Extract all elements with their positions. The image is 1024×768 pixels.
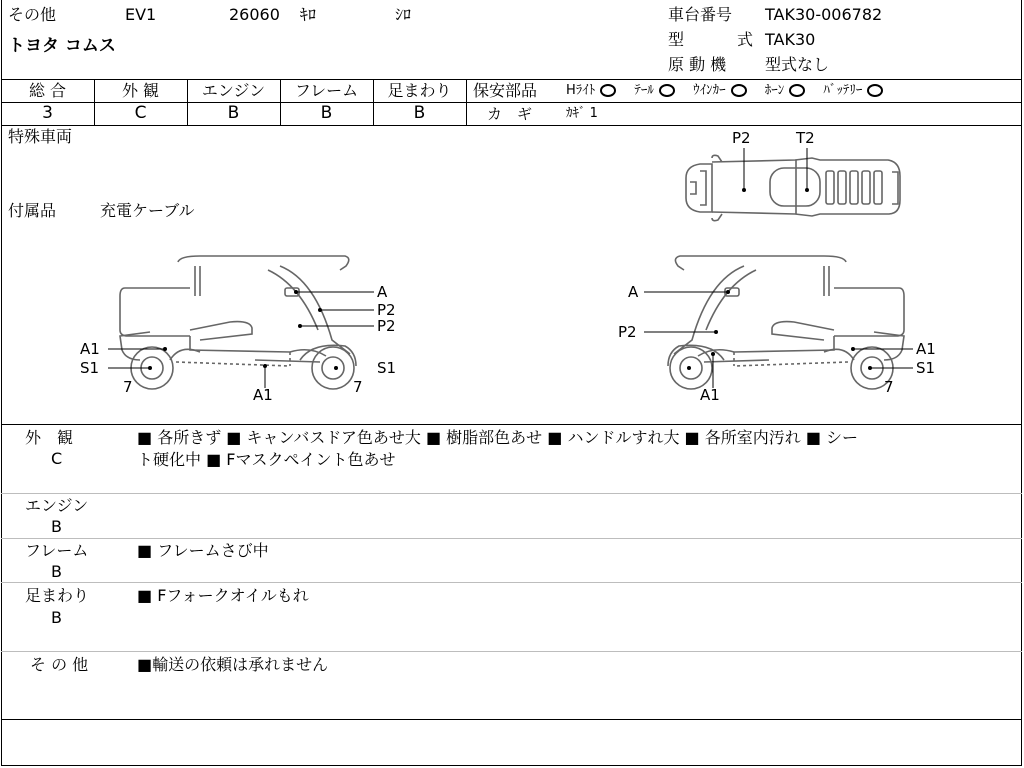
remarks-exterior-label: 外 観 — [25, 428, 74, 447]
category: その他 — [8, 5, 57, 24]
suspension-label: 足まわり — [387, 81, 452, 100]
remarks-top-border — [1, 424, 1022, 425]
label-t2-top: T2 — [796, 129, 815, 147]
overall-grade: 3 — [42, 103, 53, 123]
remarks-divider — [1, 651, 1022, 652]
label-p2-top: P2 — [732, 129, 751, 147]
model-code: EV1 — [125, 5, 157, 24]
label-a1-left: A1 — [80, 340, 100, 358]
mileage: 26060 — [229, 5, 280, 24]
remarks-frame-note: ■ フレームさび中 — [137, 541, 269, 560]
remarks-engine-grade: B — [51, 517, 62, 536]
overall-label: 総 合 — [28, 81, 67, 100]
chassis-number: TAK30-006782 — [765, 5, 883, 24]
label-s1-left: S1 — [80, 359, 100, 377]
safety-item-winker: ｳｲﾝｶｰ — [693, 83, 726, 98]
label-a-right: A — [628, 283, 639, 301]
remarks-divider — [1, 582, 1022, 583]
remarks-engine-label: エンジン — [25, 496, 89, 515]
label-a1-right: A1 — [916, 340, 936, 358]
safety-item-headlight: Hﾗｲﾄ — [566, 83, 596, 98]
label-7-left-rear: 7 — [123, 378, 133, 396]
remarks-exterior-line2: ト硬化中 ■ Fマスクペイント色あせ — [137, 450, 396, 469]
label-7-right: 7 — [884, 378, 894, 396]
remarks-suspension-grade: B — [51, 608, 62, 627]
engine-type-value: 型式なし — [765, 55, 830, 74]
remarks-bottom-border — [1, 719, 1022, 720]
suspension-grade: B — [413, 103, 426, 123]
key-label: カ ギ — [487, 105, 533, 123]
remarks-exterior-grade: C — [51, 449, 63, 468]
remarks-divider — [1, 538, 1022, 539]
key-value: ｶｷﾞ 1 — [566, 106, 598, 121]
chassis-label: 車台番号 — [668, 5, 733, 24]
frame-label: フレーム — [294, 81, 359, 100]
color: ｼﾛ — [395, 5, 412, 24]
label-a1-right-bottom: A1 — [700, 386, 720, 404]
accessories-value: 充電ケーブル — [100, 201, 195, 220]
mileage-unit: ｷﾛ — [300, 5, 317, 24]
type-label-2: 式 — [737, 30, 754, 49]
top-view-diagram — [686, 155, 900, 220]
remarks-suspension-label: 足まわり — [25, 586, 90, 605]
type-label-1: 型 — [668, 30, 685, 49]
engine-type-label: 原 動 機 — [668, 55, 727, 74]
safety-item-horn: ﾎｰﾝ — [764, 83, 785, 98]
exterior-grade: C — [134, 103, 147, 123]
engine-grade: B — [227, 103, 240, 123]
label-p2-left-2: P2 — [377, 317, 396, 335]
special-vehicle-label: 特殊車両 — [8, 127, 73, 146]
safety-item-battery: ﾊﾞｯﾃﾘｰ — [823, 83, 863, 98]
remarks-frame-label: フレーム — [25, 541, 89, 560]
remarks-other-label: そ の 他 — [30, 655, 89, 674]
remarks-other-note: ■輸送の依頼は承れません — [137, 655, 329, 674]
safety-label: 保安部品 — [473, 81, 538, 100]
remarks-frame-grade: B — [51, 562, 62, 581]
remarks-suspension-note: ■ Fフォークオイルもれ — [137, 586, 309, 605]
vehicle-name: トヨタ コムス — [8, 36, 116, 56]
left-side-view-diagram — [120, 256, 356, 389]
engine-label: エンジン — [201, 81, 266, 100]
type-value: TAK30 — [765, 30, 816, 49]
safety-item-tail: ﾃｰﾙ — [634, 83, 654, 98]
accessories-label: 付属品 — [8, 201, 57, 220]
remarks-exterior-line1: ■ 各所きず ■ キャンバスドア色あせ大 ■ 樹脂部色あせ ■ ハンドルすれ大 ■ 各所室内汚れ ■ シー — [137, 428, 859, 447]
frame-grade: B — [320, 103, 333, 123]
label-s1-left-front: S1 — [377, 359, 397, 377]
label-s1-right: S1 — [916, 359, 936, 377]
label-p2-right: P2 — [618, 323, 637, 341]
label-a1-left-bottom: A1 — [253, 386, 273, 404]
exterior-label: 外 観 — [121, 81, 160, 100]
label-a-left: A — [377, 283, 388, 301]
remarks-divider — [1, 493, 1022, 494]
label-7-left-front: 7 — [353, 378, 363, 396]
label-p2-left-1: P2 — [377, 301, 396, 319]
